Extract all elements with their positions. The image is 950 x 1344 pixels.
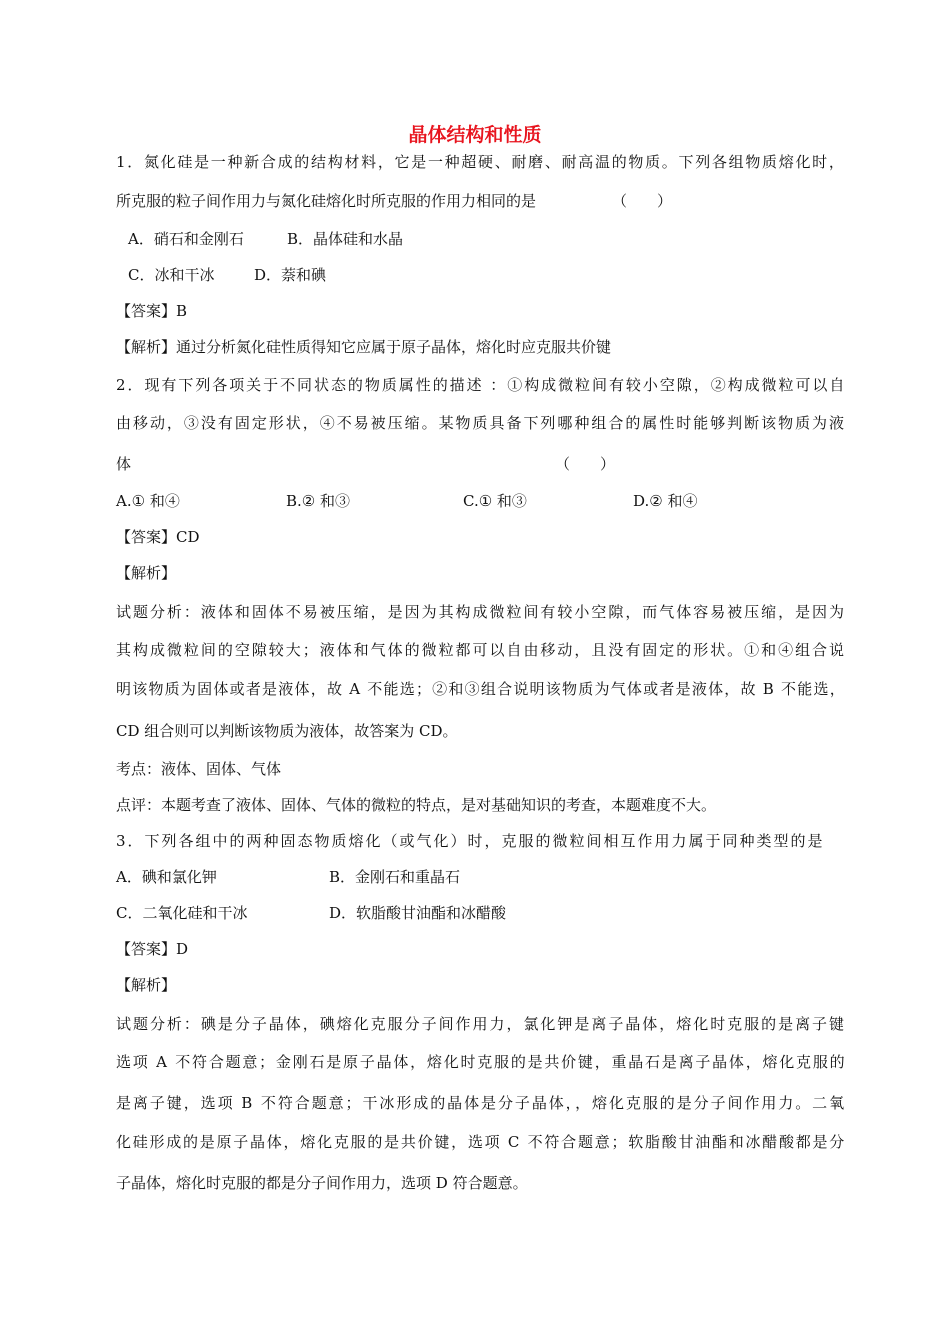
q2-kaodian: 考点：液体、固体、气体 [116, 760, 282, 778]
q2-analysis-line-1: 试题分析：液体和固体不易被压缩，是因为其构成微粒间有较小空隙，而气体容易被压缩，是因为 [116, 603, 847, 621]
q1-stem-line-1: 1．氮化硅是一种新合成的结构材料，它是一种超硬、耐磨、耐高温的物质。下列各组物质熔化时， [116, 153, 846, 171]
q1-option-d: D．萘和碘 [254, 266, 327, 284]
q1-answer: 【答案】B [116, 302, 188, 320]
q2-answer: 【答案】CD [116, 528, 200, 546]
q1-analysis: 【解析】通过分析氮化硅性质得知它应属于原子晶体，熔化时应克服共价键 [116, 338, 612, 356]
q2-option-b: B.② 和③ [286, 492, 351, 510]
q2-stem-line-1: 2．现有下列各项关于不同状态的物质属性的描述 ：①构成微粒间有较小空隙，②构成微粒可以自 [116, 376, 847, 394]
q3-analysis-line-4: 化硅形成的是原子晶体，熔化克服的是共价键，选项 C 不符合题意；软脂酸甘油酯和冰醋酸都是分 [116, 1133, 847, 1151]
q3-analysis-line-3: 是离子键，选项 B 不符合题意；干冰形成的晶体是分子晶体，，熔化克服的是分子间作用力。二氧 [116, 1094, 847, 1112]
q3-analysis-line-5: 子晶体，熔化时克服的都是分子间作用力，选项 D 符合题意。 [116, 1174, 528, 1192]
q3-analysis-heading: 【解析】 [116, 976, 177, 994]
q1-stem-line-2: 所克服的粒子间作用力与氮化硅熔化时所克服的作用力相同的是 [116, 192, 537, 210]
page-title: 晶体结构和性质 [408, 124, 542, 146]
q2-stem-line-2: 由移动，③没有固定形状，④不易被压缩。某物质具备下列哪种组合的属性时能够判断该物质为液 [116, 414, 847, 432]
q2-dianping: 点评：本题考查了液体、固体、气体的微粒的特点，是对基础知识的考查，本题难度不大。 [116, 796, 717, 814]
q3-option-d: D．软脂酸甘油酯和冰醋酸 [329, 904, 507, 922]
q2-analysis-heading: 【解析】 [116, 564, 177, 582]
q2-analysis-line-2: 其构成微粒间的空隙较大；液体和气体的微粒都可以自由移动，且没有固定的形状。①和④组合说 [116, 641, 847, 659]
q3-option-a: A．碘和氯化钾 [116, 868, 217, 886]
q3-option-c: C．二氧化硅和干冰 [116, 904, 248, 922]
q3-stem-line-1: 3．下列各组中的两种固态物质熔化（或气化）时，克服的微粒间相互作用力属于同种类型的是 [116, 832, 825, 850]
q1-option-c: C．冰和干冰 [128, 266, 215, 284]
q3-analysis-line-1: 试题分析：碘是分子晶体，碘熔化克服分子间作用力，氯化钾是离子晶体，熔化时克服的是离子键 [116, 1015, 847, 1033]
q2-stem-line-3: 体 [116, 455, 132, 473]
q3-option-b: B．金刚石和重晶石 [329, 868, 461, 886]
q3-analysis-line-2: 选项 A 不符合题意；金刚石是原子晶体，熔化时克服的是共价键，重晶石是离子晶体，熔化克服的 [116, 1053, 847, 1071]
q2-option-a: A.① 和④ [116, 492, 180, 510]
q1-option-a: A．硝石和金刚石 [128, 230, 244, 248]
q2-option-c: C.① 和③ [463, 492, 527, 510]
q3-answer: 【答案】D [116, 940, 189, 958]
q2-option-d: D.② 和④ [633, 492, 698, 510]
q1-answer-blank: （ ） [612, 192, 673, 210]
q2-analysis-line-4: CD 组合则可以判断该物质为液体，故答案为 CD。 [116, 722, 458, 740]
q2-answer-blank: （ ） [555, 455, 616, 473]
q2-analysis-line-3: 明该物质为固体或者是液体，故 A 不能选；②和③组合说明该物质为气体或者是液体，故 B 不能选， [116, 680, 846, 698]
q1-option-b: B．晶体硅和水晶 [287, 230, 404, 248]
